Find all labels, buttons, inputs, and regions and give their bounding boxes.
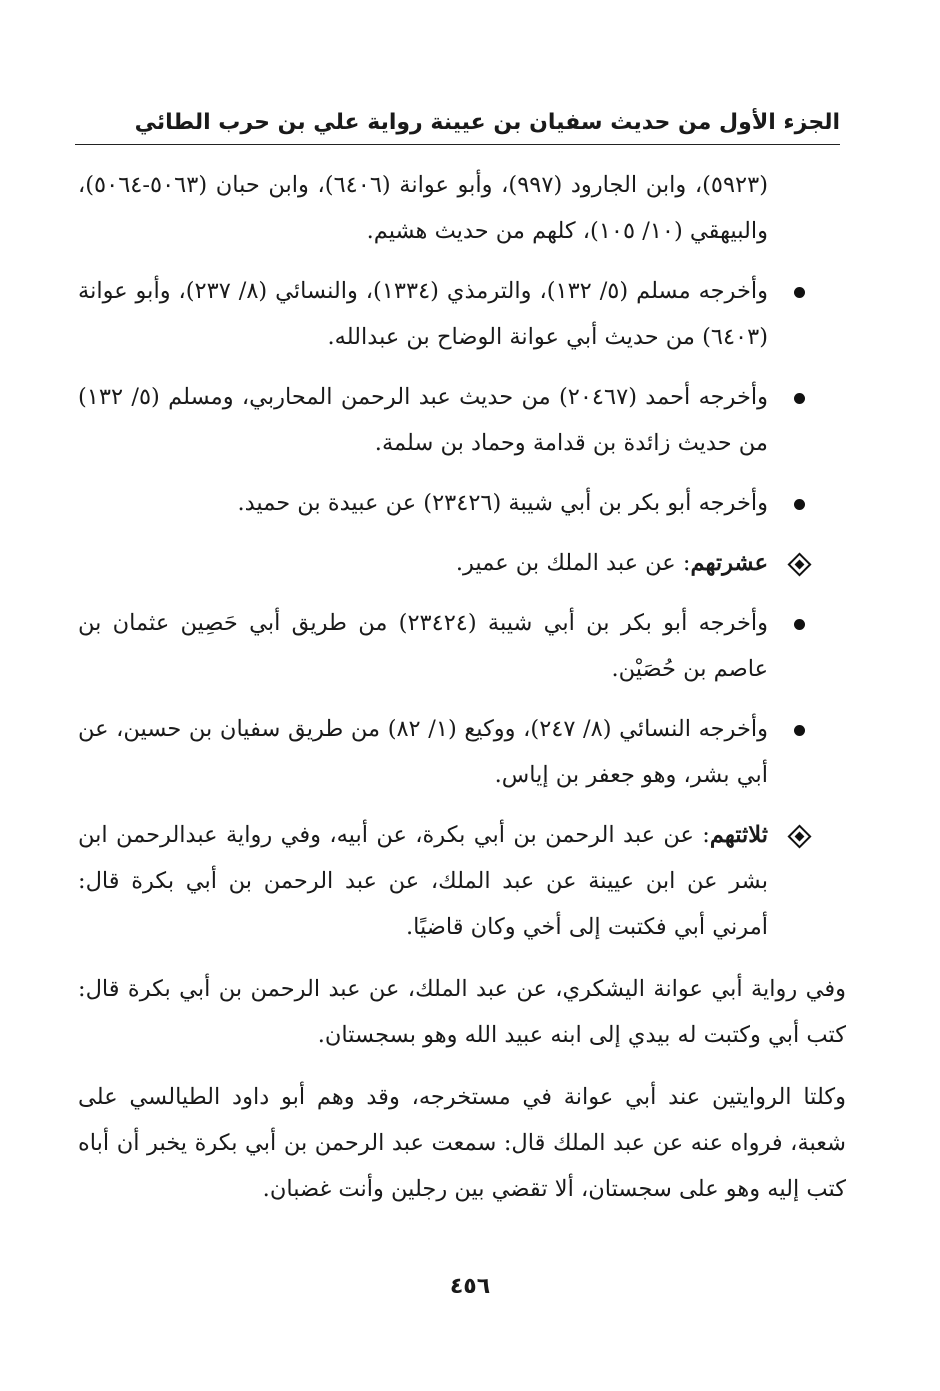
diamond-icon — [784, 540, 814, 586]
list-item-text: وأخرجه النسائي (٨/ ٢٤٧)، ووكيع (١/ ٨٢) من طريق سفيان بن حسين، عن أبي بشر، وهو جعفر بن إياس. — [78, 716, 768, 788]
list-item-text: وأخرجه مسلم (٥/ ١٣٢)، والترمذي (١٣٣٤)، والنسائي (٨/ ٢٣٧)، وأبو عوانة (٦٤٠٣) من حديث أبي عوانة الوضاح بن عبدالله. — [78, 278, 768, 350]
diamond-icon — [784, 812, 814, 858]
header-rule — [75, 144, 840, 145]
list-item-text: وأخرجه أبو بكر بن أبي شيبة (٢٣٤٢٦) عن عبيدة بن حميد. — [237, 490, 768, 516]
paragraph: وفي رواية أبي عوانة اليشكري، عن عبد الملك، عن عبد الرحمن بن أبي بكرة قال: كتب أبي وكتبت له بيدي إلى ابنه عبيد الله وهو بسجستان. — [78, 976, 846, 1048]
list-item — [78, 600, 768, 692]
list-item-text: وأخرجه أبو بكر بن أبي شيبة (٢٣٤٢٤) من طريق أبي حَصِين عثمان بن عاصم بن حُصَيْن. — [78, 610, 768, 682]
list-item-text: وأخرجه أحمد (٢٠٤٦٧) من حديث عبد الرحمن المحاربي، ومسلم (٥/ ١٣٢) من حديث زائدة بن قدامة وحماد بن سلمة. — [78, 384, 768, 456]
bullet-icon — [784, 706, 814, 752]
section-term: عشرتهم — [690, 550, 768, 576]
page-number: ٤٥٦ — [449, 1274, 491, 1299]
bullet-icon — [784, 480, 814, 526]
paragraph: وكلتا الروايتين عند أبي عوانة في مستخرجه، وقد وهم أبو داود الطيالسي على شعبة، فرواه عنه عن عبد الملك قال: سمعت عبد الرحمن بن أبي بكرة يخبر أن أباه كتب إليه وهو على سجستان، ألا تقضي بين رجلين وأنت غضبان. — [78, 1084, 846, 1202]
list-item — [78, 706, 768, 798]
bullet-icon — [784, 268, 814, 314]
paragraph-continued: (٥٩٢٣)، وابن الجارود (٩٩٧)، وأبو عوانة (٦٤٠٦)، وابن حبان (٥٠٦٣-٥٠٦٤)، والبيهقي (١٠/ ١٠٥)، كلهم من حديث هشيم. — [78, 172, 768, 244]
bullet-icon — [784, 374, 814, 420]
list-item — [78, 480, 768, 526]
section-text: : عن عبد الرحمن بن أبي بكرة، عن أبيه، وفي رواية عبدالرحمن ابن بشر عن ابن عيينة عن عبد الملك، عن عبد الرحمن بن أبي بكرة قال: أمرني أبي فكتبت إلى أخي وكان قاضيًا. — [78, 822, 768, 940]
diamond-item-text — [78, 812, 768, 950]
bullet-icon — [784, 600, 814, 646]
running-header: الجزء الأول من حديث سفيان بن عيينة رواية علي بن حرب الطائي — [134, 110, 840, 135]
diamond-item — [78, 812, 768, 950]
section-term: ثلاثتهم — [709, 822, 768, 848]
section-text: : عن عبد الملك بن عمير. — [455, 550, 691, 576]
diamond-item-text — [78, 540, 768, 586]
list-item — [78, 374, 768, 466]
diamond-item — [78, 540, 768, 586]
list-item — [78, 268, 768, 360]
body-text — [78, 162, 846, 1212]
